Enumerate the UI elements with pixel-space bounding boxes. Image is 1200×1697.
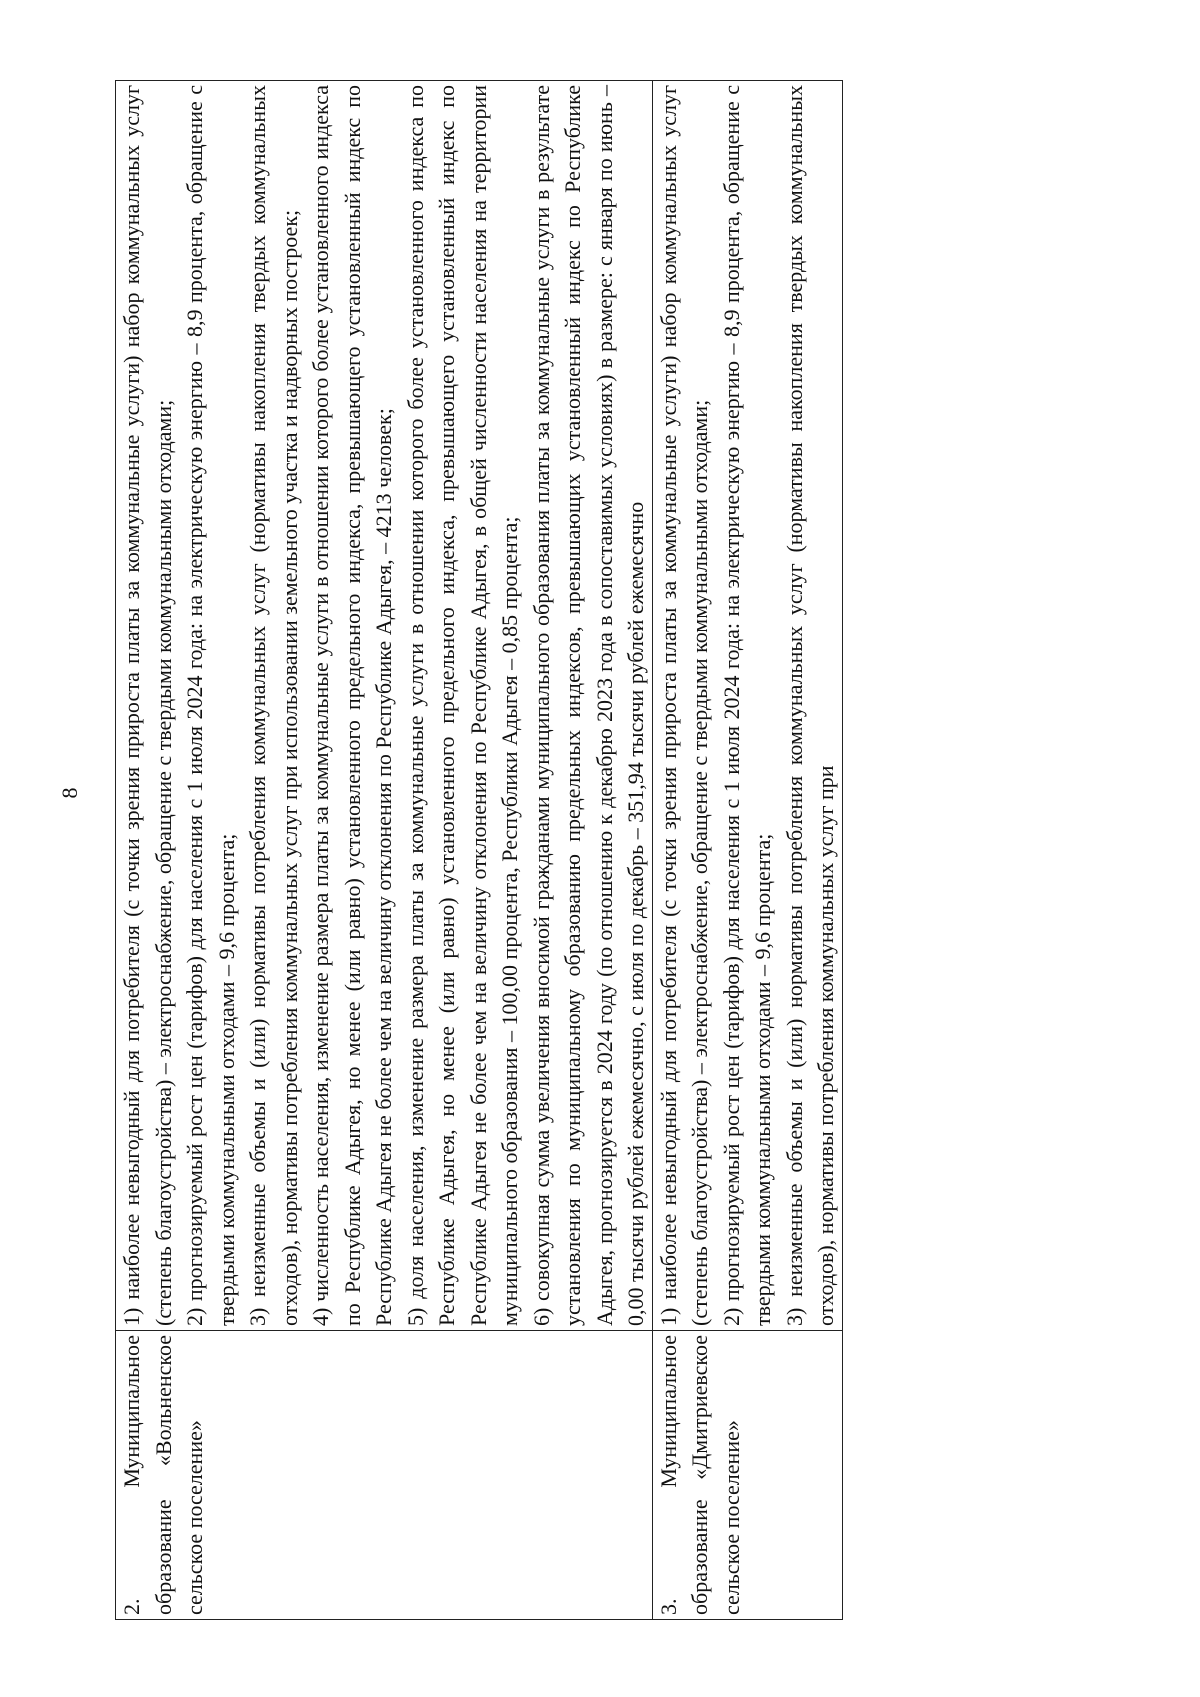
table-row [116, 81, 653, 1620]
indicator-item: 5) доля населения, изменение размера платы за коммунальные услуги в отношении которого более установленного индекса по Республике Адыгея, но менее (или равно) установленного предельного индекса, превышающего установленный индекс по Республике Адыгея не более чем на величину отклонения по Республике Адыгея, в общей численности населения на территории муниципального образования – 100,00 процента, Республики Адыгея – 0,85 процента; [402, 85, 522, 1326]
indicator-item: 3) неизменные объемы и (или) нормативы потребления коммунальных услуг (нормативы накопления твердых коммунальных отходов), нормативы потребления коммунальных услуг при использовании земельного участка и надворных построек; [245, 85, 302, 1326]
indicator-item: 4) численность населения, изменение размера платы за коммунальные услуги в отношении которого более установленного индекса по Республике Адыгея, но менее (или равно) установленного предельного индекса, превышающего установленный индекс по Республике Адыгея не более чем на величину отклонения по Республике Адыгея, – 4213 человек; [308, 85, 396, 1326]
rotated-content [115, 80, 1065, 1620]
indicator-item: 6) совокупная сумма увеличения вносимой гражданами муниципального образования платы за коммунальные услуги в результате установления по муниципальному образованию предельных индексов, превышающих установленный индекс по Республике Адыгея, прогнозируется в 2024 году (по отношению к декабрю 2023 года в сопоставимых условиях) в размере: с января по июнь – 0,00 тысячи рублей ежемесячно, с июля по декабрь – 351,94 тысячи рублей ежемесячно [528, 85, 648, 1326]
indicators-cell [652, 81, 842, 1331]
table-row [652, 81, 842, 1620]
indicator-item: 2) прогнозируемый рост цен (тарифов) для населения с 1 июля 2024 года: на электрическую энергию – 8,9 процента, обращение с твердыми коммунальными отходами – 9,6 процента; [718, 85, 775, 1326]
indicator-item: 1) наиболее невыгодный для потребителя (с точки зрения прироста платы за коммунальные услуги) набор коммунальных услуг (степень благоустройства) – электроснабжение, обращение с твердыми коммунальными отходами; [655, 85, 712, 1326]
municipality-name-cell: 2. Муниципальное образование «Вольненское сельское поселение» [116, 1331, 653, 1620]
indicator-item: 1) наиболее невыгодный для потребителя (с точки зрения прироста платы за коммунальные услуги) набор коммунальных услуг (степень благоустройства) – электроснабжение, обращение с твердыми коммунальными отходами; [119, 85, 176, 1326]
indicator-item: 2) прогнозируемый рост цен (тарифов) для населения с 1 июля 2024 года: на электрическую энергию – 8,9 процента, обращение с твердыми коммунальными отходами – 9,6 процента; [182, 85, 239, 1326]
municipality-name-cell: 3. Муниципальное образование «Дмитриевское сельское поселение» [652, 1331, 842, 1620]
municipality-table [115, 80, 843, 1620]
indicator-item: 3) неизменные объемы и (или) нормативы потребления коммунальных услуг (нормативы накопления твердых коммунальных отходов), нормативы потребления коммунальных услуг при [781, 85, 838, 1326]
page-number: 8 [57, 787, 82, 799]
indicators-cell [116, 81, 653, 1331]
